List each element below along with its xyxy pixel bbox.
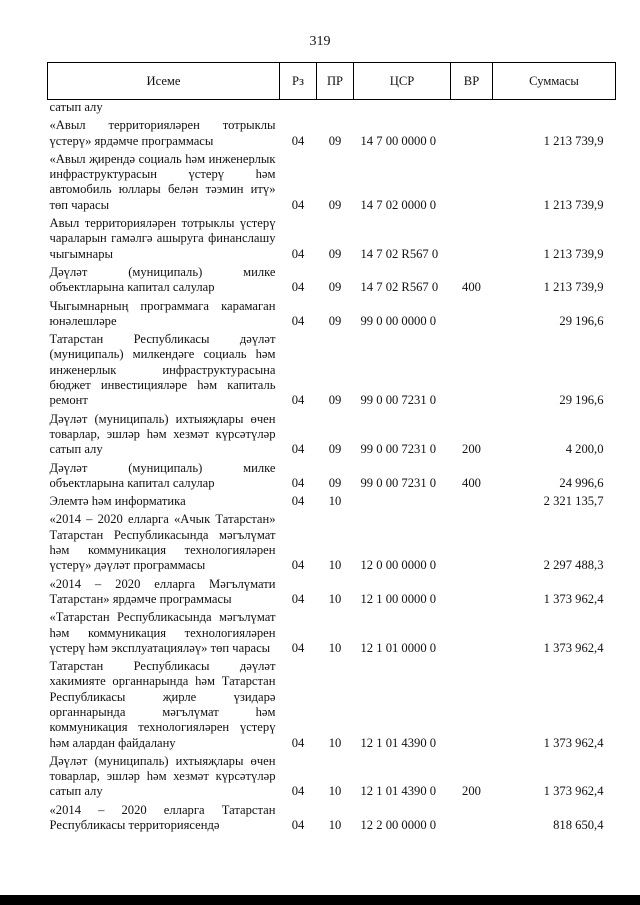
cell-pr: 09: [328, 313, 342, 328]
cell-sum: 2 321 135,7: [543, 494, 604, 509]
cell-sum: 2 297 488,3: [543, 558, 604, 573]
cell-rz: 04: [291, 442, 305, 457]
cell-sum: 1 213 739,9: [543, 246, 604, 261]
table-row: [48, 296, 616, 330]
cell-rz: 04: [291, 494, 305, 509]
cell-rz: 04: [291, 313, 305, 328]
cell-sum: 1 213 739,9: [543, 133, 604, 148]
header-sum: Суммасы: [493, 63, 616, 100]
cell-vr: [451, 509, 493, 573]
budget-table: [47, 62, 616, 833]
cell-sum: 1 373 962,4: [543, 735, 604, 750]
table-row: [48, 149, 616, 213]
cell-pr: [317, 100, 354, 116]
cell-rz: 04: [291, 558, 305, 573]
cell-rz: 04: [291, 246, 305, 261]
cell-pr: 10: [328, 735, 342, 750]
cell-sum: 1 373 962,4: [543, 640, 604, 655]
cell-rz: 04: [291, 280, 305, 295]
cell-pr: 10: [328, 640, 342, 655]
cell-sum: 4 200,0: [565, 442, 604, 457]
cell-vr: [451, 329, 493, 408]
cell-vr: [451, 574, 493, 608]
cell-csr: 12 1 01 0000 0: [360, 640, 437, 655]
table-row: [48, 607, 616, 656]
cell-name: «Авыл җирендә социаль һәм инженерлык инфраструктурасын үстерү һәм автомобиль юллары белән тәэмин итү» төп чарасы: [49, 151, 276, 212]
cell-pr: 10: [328, 591, 342, 606]
cell-csr: 14 7 02 R567 0: [360, 246, 439, 261]
cell-name: «2014 – 2020 елларга «Ачык Татарстан» Татарстан Республикасында мәгълүмат һәм коммуникация технологияләрен үстерү» дәүләт программасы: [49, 512, 276, 573]
cell-pr: 10: [328, 818, 342, 833]
cell-pr: 09: [328, 133, 342, 148]
cell-sum: 1 213 739,9: [543, 280, 604, 295]
cell-csr: 14 7 02 R567 0: [360, 280, 439, 295]
cell-name: «Татарстан Республикасында мәгълүмат һәм коммуникация технологияләрен үстерү һәм эксплуатацияләү» төп чарасы: [49, 610, 276, 655]
table-row: [48, 509, 616, 573]
cell-rz: 04: [291, 818, 305, 833]
table-row: [48, 115, 616, 149]
header-vr: ВР: [451, 63, 493, 100]
cell-vr: [451, 296, 493, 330]
cell-sum: 29 196,6: [559, 393, 604, 408]
cell-rz: 04: [291, 735, 305, 750]
cell-csr: 12 0 00 0000 0: [360, 558, 437, 573]
cell-pr: 09: [328, 475, 342, 490]
table-row: [48, 409, 616, 458]
cell-name: Чыгымнарның программага карамаган юнәлешләре: [49, 298, 276, 328]
header-csr: ЦСР: [354, 63, 451, 100]
cell-name: Татарстан Республикасы дәүләт (муниципаль) милкендәге социаль һәм инженерлык инфраструктурасына бюджет инвестицияләре һәм капиталь ремонт: [49, 332, 276, 408]
cell-name: Дәүләт (муниципаль) ихтыяҗлары өчен товарлар, эшләр һәм хезмәт күрсәтүләр сатып алу: [49, 753, 276, 799]
cell-rz: 04: [291, 393, 305, 408]
table-row: [48, 751, 616, 800]
cell-csr: 99 0 00 0000 0: [360, 313, 437, 328]
cell-vr: [451, 100, 493, 116]
cell-sum: 24 996,6: [559, 475, 604, 490]
cell-sum: 1 373 962,4: [543, 591, 604, 606]
cell-csr: 12 2 00 0000 0: [360, 818, 437, 833]
table-header-row: [48, 63, 616, 100]
cell-pr: 09: [328, 197, 342, 212]
cell-pr: 10: [328, 494, 342, 509]
cell-sum: 1 213 739,9: [543, 197, 604, 212]
table-row: [48, 574, 616, 608]
cell-vr: [451, 656, 493, 751]
cell-csr: [354, 491, 451, 509]
table-row: [48, 100, 616, 116]
cell-csr: 12 1 01 4390 0: [360, 784, 437, 799]
table-row: [48, 458, 616, 492]
cell-pr: 10: [328, 784, 342, 799]
cell-name: «2014 – 2020 елларга Татарстан Республикасы территориясендә: [49, 802, 276, 833]
header-pr: ПР: [317, 63, 354, 100]
cell-vr: 200: [462, 784, 481, 799]
cell-vr: [451, 213, 493, 262]
cell-vr: 400: [462, 475, 481, 490]
cell-sum: [493, 100, 616, 116]
table-row: [48, 656, 616, 751]
cell-name: сатып алу: [49, 100, 103, 114]
header-name: Исеме: [48, 63, 280, 100]
page-number: 319: [309, 34, 331, 49]
cell-vr: [451, 607, 493, 656]
cell-pr: 09: [328, 393, 342, 408]
cell-vr: 400: [462, 280, 481, 295]
cell-vr: [451, 115, 493, 149]
cell-vr: [451, 149, 493, 213]
cell-sum: 818 650,4: [553, 818, 604, 833]
cell-csr: 12 1 00 0000 0: [360, 591, 437, 606]
cell-csr: 12 1 01 4390 0: [360, 735, 437, 750]
cell-name: Дәүләт (муниципаль) ихтыяҗлары өчен товарлар, эшләр һәм хезмәт күрсәтүләр сатып алу: [49, 411, 276, 457]
cell-rz: 04: [291, 591, 305, 606]
cell-vr: 200: [462, 442, 481, 457]
cell-name: Элемтә һәм информатика: [49, 494, 186, 509]
cell-sum: 29 196,6: [559, 313, 604, 328]
table-row: [48, 213, 616, 262]
cell-name: Дәүләт (муниципаль) милке объектларына капитал салулар: [49, 264, 276, 295]
cell-pr: 09: [328, 442, 342, 457]
header-rz: Рз: [280, 63, 317, 100]
cell-rz: 04: [291, 197, 305, 212]
cell-vr: [451, 800, 493, 834]
cell-pr: 09: [328, 246, 342, 261]
table-row: [48, 800, 616, 834]
table-row: [48, 329, 616, 408]
cell-csr: 99 0 00 7231 0: [360, 393, 437, 408]
cell-rz: 04: [291, 640, 305, 655]
cell-rz: 04: [291, 133, 305, 148]
cell-name: «2014 – 2020 елларга Мәгълүмати Татарстан» ярдәмче программасы: [49, 576, 276, 606]
cell-name: Татарстан Республикасы дәүләт хакимияте органнарында һәм Татарстан Республикасы җирле үзидарә органнарында мәгълүмат һәм коммуникация технологияләрен үстерү һәм алардан файдалану: [49, 659, 276, 750]
cell-rz: 04: [291, 784, 305, 799]
cell-name: Авыл территорияләрен тотрыклы үстерү чараларын гамәлгә ашыруга финанслашу чыгымнары: [49, 216, 276, 261]
cell-csr: 99 0 00 7231 0: [360, 475, 437, 490]
cell-vr: [451, 491, 493, 509]
cell-csr: 99 0 00 7231 0: [360, 442, 437, 457]
cell-sum: 1 373 962,4: [543, 784, 604, 799]
cell-rz: [280, 100, 317, 116]
table-row: [48, 491, 616, 509]
scan-edge: [0, 895, 640, 905]
cell-name: Дәүләт (муниципаль) милке объектларына капитал салулар: [49, 460, 276, 490]
cell-rz: 04: [291, 475, 305, 490]
table-row: [48, 262, 616, 296]
cell-pr: 09: [328, 280, 342, 295]
cell-pr: 10: [328, 558, 342, 573]
cell-csr: 14 7 02 0000 0: [360, 197, 437, 212]
cell-csr: [354, 100, 451, 116]
cell-csr: 14 7 00 0000 0: [360, 133, 437, 148]
cell-name: «Авыл территорияләрен тотрыклы үстерү» ярдәмче программасы: [49, 118, 276, 148]
